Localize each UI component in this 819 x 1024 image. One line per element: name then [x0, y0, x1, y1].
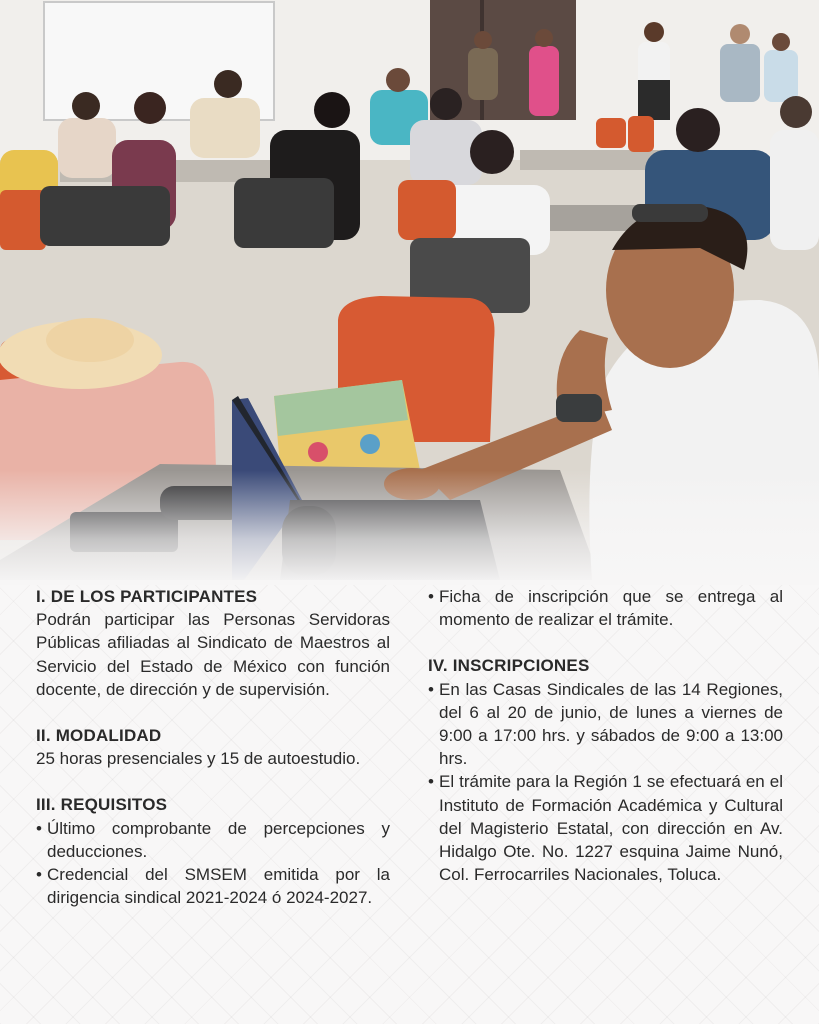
participantes-text: Podrán participar las Personas Servidoras Públicas afiliadas al Sindicato de Maestros al Servicio del Estado de México con función docente, de dirección y de supervisión.	[36, 610, 390, 699]
modalidad-text: 25 horas presenciales y 15 de autoestudio.	[36, 749, 361, 769]
list-item: • En las Casas Sindicales de las 14 Regiones, del 6 al 20 de junio, de lunes a viernes de 9:00 a 17:00 hrs. y sábados de 9:00 a 13:00 hrs.	[428, 678, 783, 771]
right-column	[428, 585, 783, 886]
section-title-participantes: I. DE LOS PARTICIPANTES	[36, 587, 258, 606]
list-item: • El trámite para la Región 1 se efectuará en el Instituto de Formación Académica y Cultural del Magisterio Estatal, con dirección en Av. Hidalgo Ote. No. 1227 esquina Jaime Nunó, Col. Ferrocarriles Nacionales, Toluca.	[428, 770, 783, 886]
section-title-modalidad: II. MODALIDAD	[36, 726, 162, 746]
section-title-inscripciones: IV. INSCRIPCIONES	[428, 656, 590, 676]
section-participantes	[36, 585, 390, 701]
section-inscripciones	[428, 654, 783, 886]
photo-fade	[0, 470, 819, 585]
list-item: • Credencial del SMSEM emitida por la dirigencia sindical 2021-2024 ó 2024-2027.	[36, 863, 390, 909]
requisitos-list-continued	[428, 585, 783, 631]
section-title-requisitos: III. REQUISITOS	[36, 795, 168, 815]
inscripciones-list	[428, 678, 783, 887]
requisitos-list	[36, 817, 390, 910]
list-item: • Ficha de inscripción que se entrega al momento de realizar el trámite.	[428, 585, 783, 631]
left-column	[36, 585, 390, 909]
list-item: • Último comprobante de percepciones y deducciones.	[36, 817, 390, 863]
section-requisitos	[36, 793, 390, 909]
section-modalidad	[36, 724, 390, 770]
